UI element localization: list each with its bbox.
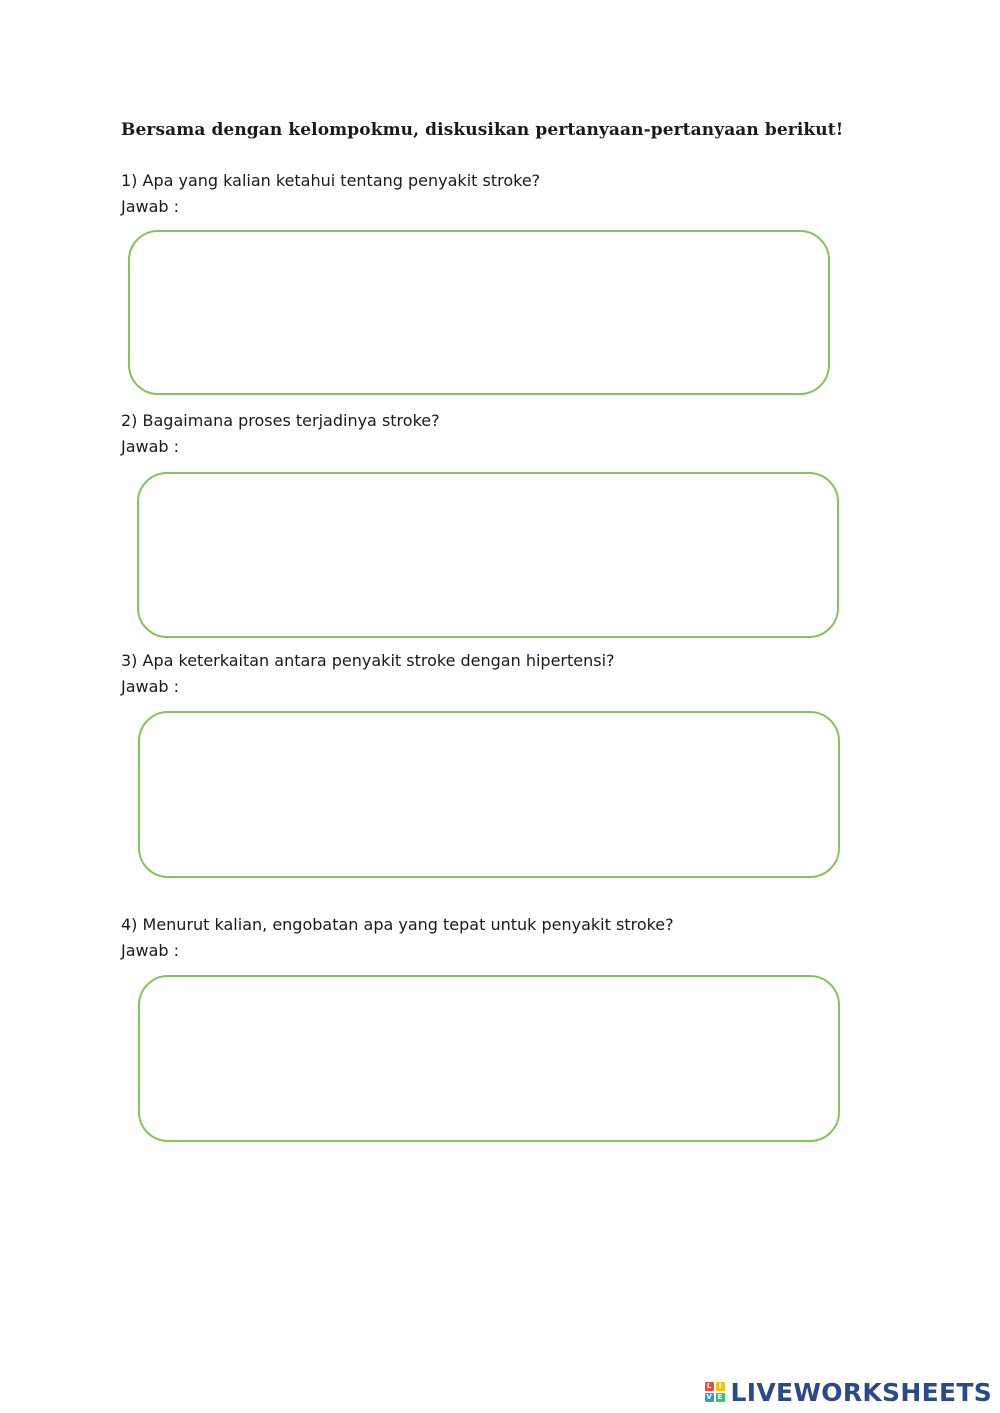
- answer-label-2: Jawab :: [121, 437, 180, 456]
- question-1: 1) Apa yang kalian ketahui tentang penyakit stroke?: [121, 171, 541, 190]
- answer-label-3: Jawab :: [121, 677, 180, 696]
- question-2: 2) Bagaimana proses terjadinya stroke?: [121, 411, 440, 430]
- logo-mark-tile: L: [705, 1382, 714, 1391]
- answer-box-1[interactable]: [128, 230, 830, 395]
- instruction-heading: Bersama dengan kelompokmu, diskusikan pertanyaan-pertanyaan berikut!: [121, 120, 844, 140]
- answer-label-4: Jawab :: [121, 941, 180, 960]
- answer-box-2[interactable]: [137, 472, 839, 638]
- question-3: 3) Apa keterkaitan antara penyakit stroke dengan hipertensi?: [121, 651, 615, 670]
- logo-mark-tile: V: [706, 1392, 712, 1401]
- logo-mark-tile: E: [716, 1393, 725, 1402]
- answer-box-4[interactable]: [138, 975, 840, 1142]
- liveworksheets-logo-icon: [705, 1382, 727, 1404]
- answer-box-3[interactable]: [138, 711, 840, 878]
- liveworksheets-logo-text: LIVEWORKSHEETS: [730, 1378, 992, 1407]
- liveworksheets-logo: [705, 1378, 992, 1407]
- question-4: 4) Menurut kalian, engobatan apa yang tepat untuk penyakit stroke?: [121, 915, 674, 934]
- logo-mark-tile: I: [716, 1382, 725, 1391]
- answer-label-1: Jawab :: [121, 197, 180, 216]
